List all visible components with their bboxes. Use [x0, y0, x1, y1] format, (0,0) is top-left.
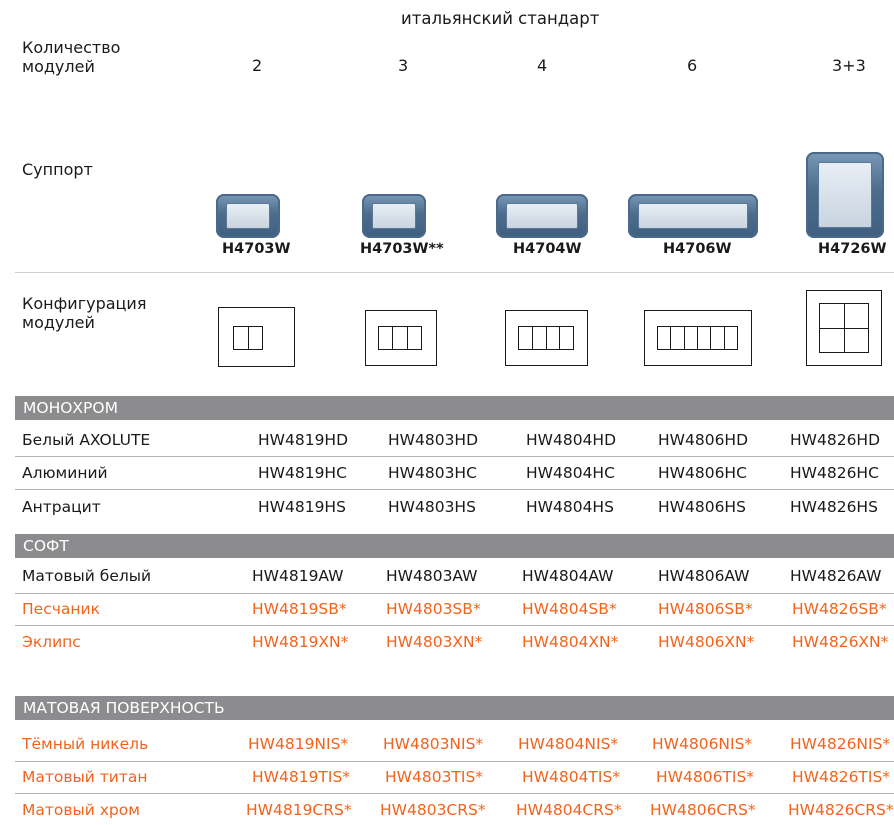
row-label-eclipse: Эклипс: [22, 633, 81, 651]
code-cell: HW4803HS: [388, 498, 476, 516]
code-cell: HW4804AW: [522, 567, 614, 585]
column-header-3: 3: [398, 56, 409, 75]
support-image-h4703w: [216, 194, 280, 238]
support-image-h4706w: [628, 194, 758, 238]
row-label-white-axolute: Белый AXOLUTE: [22, 431, 151, 449]
code-cell: HW4819HC: [258, 464, 347, 482]
code-cell: HW4803NIS*: [383, 735, 484, 753]
code-cell: HW4804HC: [526, 464, 615, 482]
code-cell: HW4806CRS*: [650, 801, 756, 819]
code-cell: HW4819XN*: [252, 633, 349, 651]
code-cell: HW4803AW: [386, 567, 478, 585]
code-cell: HW4826HD: [790, 431, 881, 449]
config-diagram-2: [218, 307, 295, 367]
row-label-dark-nickel: Тёмный никель: [22, 735, 149, 753]
code-cell: HW4804XN*: [522, 633, 619, 651]
code-cell: HW4806HC: [658, 464, 747, 482]
code-cell: HW4806HS: [658, 498, 746, 516]
code-cell: HW4819CRS*: [246, 801, 352, 819]
code-cell: HW4803HC: [388, 464, 477, 482]
column-header-6: 6: [687, 56, 698, 75]
row-label-matte-white: Матовый белый: [22, 567, 152, 585]
row-divider: [15, 761, 894, 762]
code-cell: HW4819TIS*: [252, 768, 351, 786]
code-cell: HW4804CRS*: [516, 801, 622, 819]
code-cell: HW4804HS: [526, 498, 614, 516]
code-cell: HW4819SB*: [252, 600, 347, 618]
code-cell: HW4826AW: [790, 567, 882, 585]
code-cell: HW4826NIS*: [790, 735, 891, 753]
code-cell: HW4803CRS*: [380, 801, 486, 819]
code-cell: HW4826HS: [790, 498, 878, 516]
code-cell: HW4826HC: [790, 464, 879, 482]
row-label-matte-titanium: Матовый титан: [22, 768, 148, 786]
code-cell: HW4804TIS*: [522, 768, 621, 786]
section-bar-matte-surface: МАТОВАЯ ПОВЕРХНОСТЬ: [15, 696, 894, 720]
code-cell: HW4819HD: [258, 431, 349, 449]
code-cell: HW4803TIS*: [385, 768, 484, 786]
standard-title: итальянский стандарт: [401, 9, 600, 28]
code-cell: HW4826SB*: [792, 600, 887, 618]
row-label-sandstone: Песчаник: [22, 600, 100, 618]
config-diagram-3plus3: [806, 290, 882, 366]
configuration-label: Конфигурация модулей: [22, 294, 147, 332]
support-image-h4726w: [806, 152, 884, 238]
code-cell: HW4804SB*: [522, 600, 617, 618]
row-label-anthracite: Антрацит: [22, 498, 101, 516]
modules-count-label: Количество модулей: [22, 38, 121, 76]
column-header-4: 4: [537, 56, 548, 75]
code-cell: HW4806AW: [658, 567, 750, 585]
code-cell: HW4804NIS*: [518, 735, 619, 753]
row-divider: [15, 456, 894, 457]
code-cell: HW4819AW: [252, 567, 344, 585]
config-diagram-4: [505, 310, 588, 366]
code-cell: HW4803XN*: [386, 633, 483, 651]
code-cell: HW4806HD: [658, 431, 749, 449]
code-cell: HW4803SB*: [386, 600, 481, 618]
row-label-matte-chrome: Матовый хром: [22, 801, 140, 819]
column-header-3plus3: 3+3: [832, 56, 866, 75]
support-label: Суппорт: [22, 160, 93, 179]
code-cell: HW4826CRS*: [788, 801, 894, 819]
section-bar-soft: СОФТ: [15, 534, 894, 558]
support-code-h4726w: H4726W: [818, 241, 887, 257]
code-cell: HW4804HD: [526, 431, 617, 449]
code-cell: HW4826TIS*: [792, 768, 891, 786]
code-cell: HW4803HD: [388, 431, 479, 449]
support-code-h4703w-alt: H4703W**: [360, 241, 444, 257]
row-label-aluminium: Алюминий: [22, 464, 108, 482]
support-code-h4706w: H4706W: [663, 241, 732, 257]
column-header-2: 2: [252, 56, 263, 75]
code-cell: HW4806TIS*: [656, 768, 755, 786]
support-image-h4703w2: [362, 194, 426, 238]
divider: [15, 272, 894, 273]
section-bar-monochrome: МОНОХРОМ: [15, 396, 894, 420]
code-cell: HW4826XN*: [792, 633, 889, 651]
code-cell: HW4806NIS*: [652, 735, 753, 753]
code-cell: HW4819NIS*: [248, 735, 349, 753]
row-divider: [15, 593, 894, 594]
support-code-h4704w: H4704W: [513, 241, 582, 257]
config-diagram-6: [644, 310, 752, 366]
support-code-h4703w: H4703W: [222, 241, 291, 257]
row-divider: [15, 489, 894, 490]
code-cell: HW4806SB*: [658, 600, 753, 618]
config-diagram-3: [365, 310, 437, 366]
code-cell: HW4819HS: [258, 498, 346, 516]
row-divider: [15, 793, 894, 794]
code-cell: HW4806XN*: [658, 633, 755, 651]
row-divider: [15, 625, 894, 626]
support-image-h4704w: [496, 194, 588, 238]
